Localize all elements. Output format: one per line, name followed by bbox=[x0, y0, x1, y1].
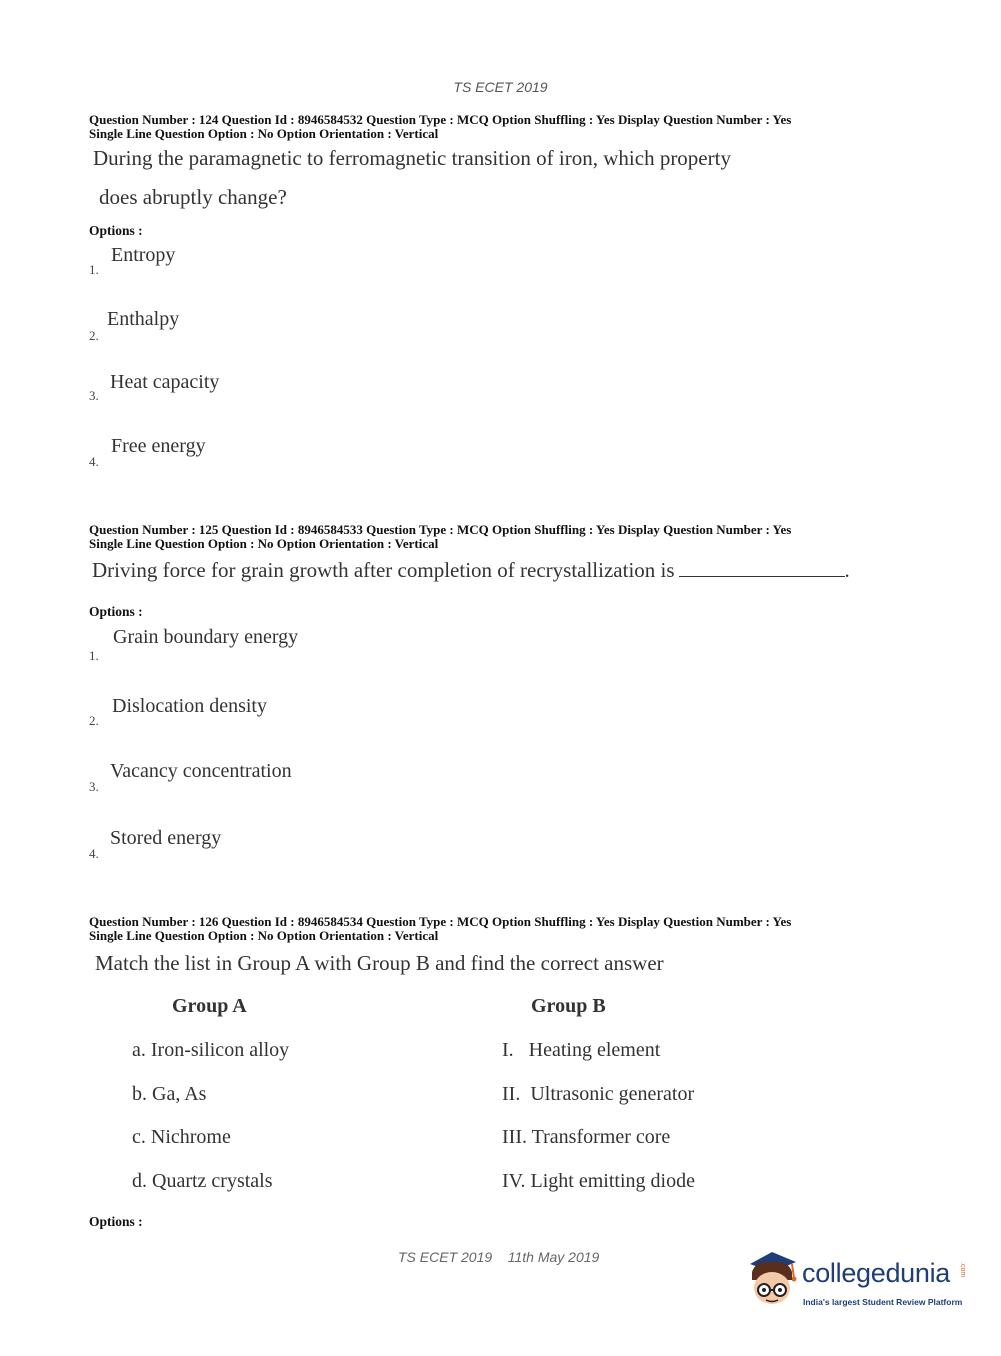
q124-option-2-number: 2. bbox=[89, 328, 99, 343]
q125-options-label: Options : bbox=[89, 604, 143, 619]
q125-meta-line2: Single Line Question Option : No Option Orientation : Vertical bbox=[89, 536, 439, 551]
q124-option-1: Entropy bbox=[111, 244, 176, 266]
q124-option-4: Free energy bbox=[111, 435, 206, 457]
logo-wordmark: collegedunia bbox=[802, 1258, 951, 1288]
q124-meta-line2: Single Line Question Option : No Option Orientation : Vertical bbox=[89, 126, 439, 141]
q124-option-1-number: 1. bbox=[89, 262, 99, 277]
q125-option-1-number: 1. bbox=[89, 648, 99, 663]
q124-text-line1: During the paramagnetic to ferromagnetic transition of iron, which property bbox=[93, 146, 731, 170]
page-header: TS ECET 2019 bbox=[453, 79, 548, 95]
group-a-item-b: b. Ga, As bbox=[132, 1083, 207, 1105]
q125-meta bbox=[89, 523, 919, 551]
q124-meta bbox=[89, 113, 919, 141]
q124-text-line2: does abruptly change? bbox=[99, 185, 287, 209]
group-a-item-a: a. Iron-silicon alloy bbox=[132, 1039, 290, 1061]
q124-option-4-number: 4. bbox=[89, 454, 99, 469]
footer-exam: TS ECET 2019 bbox=[398, 1249, 493, 1265]
q124-option-3: Heat capacity bbox=[110, 371, 220, 393]
mascot-icon bbox=[742, 1250, 802, 1310]
q125-option-4: Stored energy bbox=[110, 827, 222, 849]
logo-tagline: India's largest Student Review Platform bbox=[803, 1297, 963, 1307]
q125-option-4-number: 4. bbox=[89, 846, 99, 861]
group-a-title: Group A bbox=[172, 995, 247, 1017]
q125-option-2-number: 2. bbox=[89, 713, 99, 728]
page-footer bbox=[398, 1249, 599, 1265]
q124-meta-line1: Question Number : 124 Question Id : 8946584532 Question Type : MCQ Option Shuffling : Yes Display Question Number : Yes bbox=[89, 112, 792, 127]
q125-text-body: Driving force for grain growth after completion of recrystallization is bbox=[92, 558, 675, 582]
q125-option-3: Vacancy concentration bbox=[110, 760, 292, 782]
footer-date: 11th May 2019 bbox=[507, 1249, 600, 1265]
q126-meta bbox=[89, 915, 919, 943]
logo-suffix: .com bbox=[959, 1262, 966, 1278]
collegedunia-logo bbox=[742, 1250, 972, 1320]
q126-meta-line2: Single Line Question Option : No Option Orientation : Vertical bbox=[89, 928, 439, 943]
group-b-item-4: IV. Light emitting diode bbox=[502, 1170, 695, 1192]
q125-option-1: Grain boundary energy bbox=[113, 626, 299, 648]
q125-option-3-number: 3. bbox=[89, 779, 99, 794]
q124-option-2: Enthalpy bbox=[107, 308, 180, 330]
q125-option-2: Dislocation density bbox=[112, 695, 267, 717]
q126-text: Match the list in Group A with Group B and find the correct answer bbox=[95, 951, 664, 975]
q125-text-end: . bbox=[844, 558, 850, 582]
q125-text bbox=[92, 558, 850, 583]
q125-meta-line1: Question Number : 125 Question Id : 8946584533 Question Type : MCQ Option Shuffling : Yes Display Question Number : Yes bbox=[89, 522, 792, 537]
q126-options-label: Options : bbox=[89, 1214, 143, 1229]
group-b-item-3: III. Transformer core bbox=[502, 1126, 671, 1148]
group-b-title: Group B bbox=[531, 995, 606, 1017]
group-b-item-2: II. Ultrasonic generator bbox=[502, 1083, 695, 1105]
group-a-item-c: c. Nichrome bbox=[132, 1126, 231, 1148]
answer-blank bbox=[679, 560, 845, 577]
q126-meta-line1: Question Number : 126 Question Id : 8946584534 Question Type : MCQ Option Shuffling : Yes Display Question Number : Yes bbox=[89, 914, 792, 929]
group-b-item-1: I. Heating element bbox=[502, 1039, 661, 1061]
group-a-item-d: d. Quartz crystals bbox=[132, 1170, 273, 1192]
q124-options-label: Options : bbox=[89, 223, 143, 238]
q124-option-3-number: 3. bbox=[89, 388, 99, 403]
